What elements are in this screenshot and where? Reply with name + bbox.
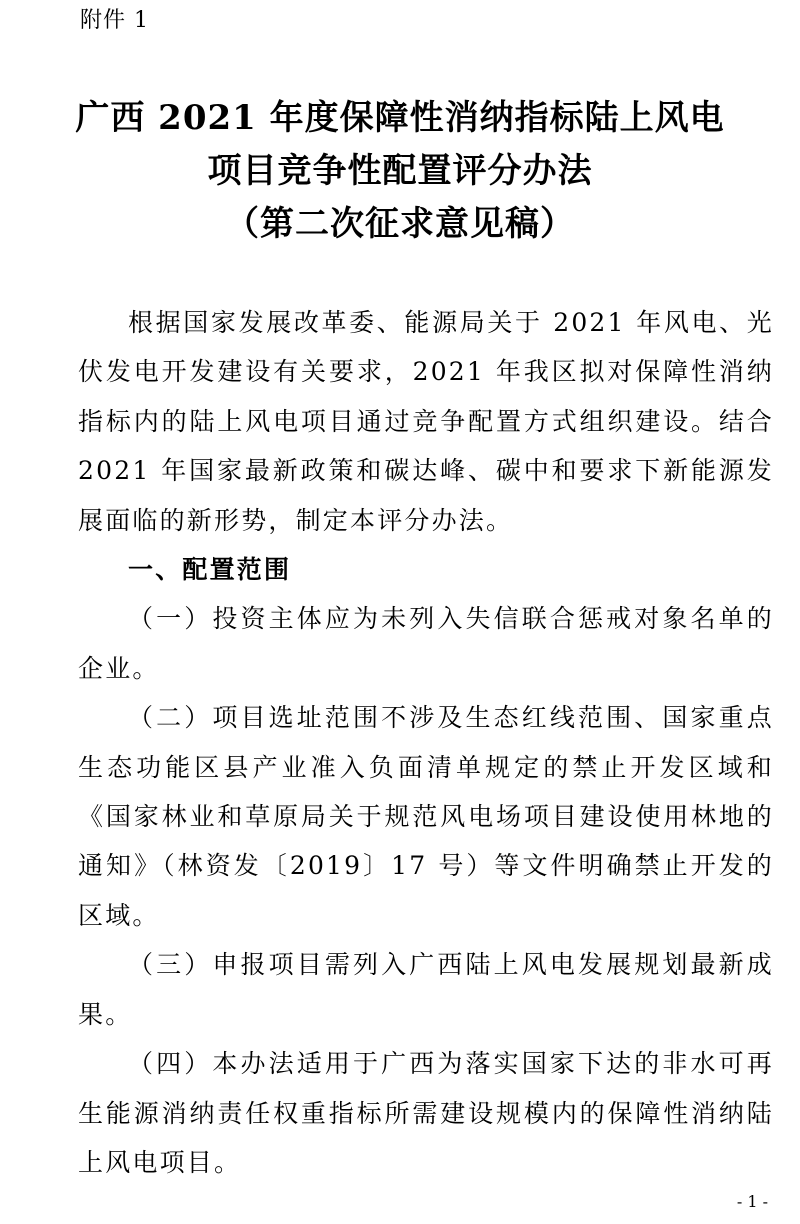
title-line-2: 项目竞争性配置评分办法: [207, 151, 593, 191]
title-line-1: 广西 2021 年度保障性消纳指标陆上风电: [75, 98, 725, 138]
scope-item-4: （四）本办法适用于广西为落实国家下达的非水可再生能源消纳责任权重指标所需建设规模内的保障性消纳陆上风电项目。: [78, 1049, 774, 1177]
scope-item-2: （二）项目选址范围不涉及生态红线范围、国家重点生态功能区县产业准入负面清单规定的禁止开发区域和《国家林业和草原局关于规范风电场项目建设使用林地的通知》（林资发〔2019〕17 号）等文件明确禁止开发的区域。: [78, 703, 774, 930]
intro-paragraph: 根据国家发展改革委、能源局关于 2021 年风电、光伏发电开发建设有关要求，2021 年我区拟对保障性消纳指标内的陆上风电项目通过竞争配置方式组织建设。结合 2021 年国家最新政策和碳达峰、碳中和要求下新能源发展面临的新形势，制定本评分办法。: [78, 308, 774, 535]
scope-item-1: （一）投资主体应为未列入失信联合惩戒对象名单的企业。: [78, 604, 774, 683]
document-title: [0, 92, 800, 251]
page-number: - 1 -: [736, 1192, 768, 1211]
scope-item-3: （三）申报项目需列入广西陆上风电发展规划最新成果。: [78, 950, 774, 1029]
attachment-label: 附件 1: [80, 8, 149, 33]
title-line-3: （第二次征求意见稿）: [225, 204, 575, 244]
section-heading-scope: 一、配置范围: [128, 555, 292, 585]
document-body: [78, 298, 774, 1187]
